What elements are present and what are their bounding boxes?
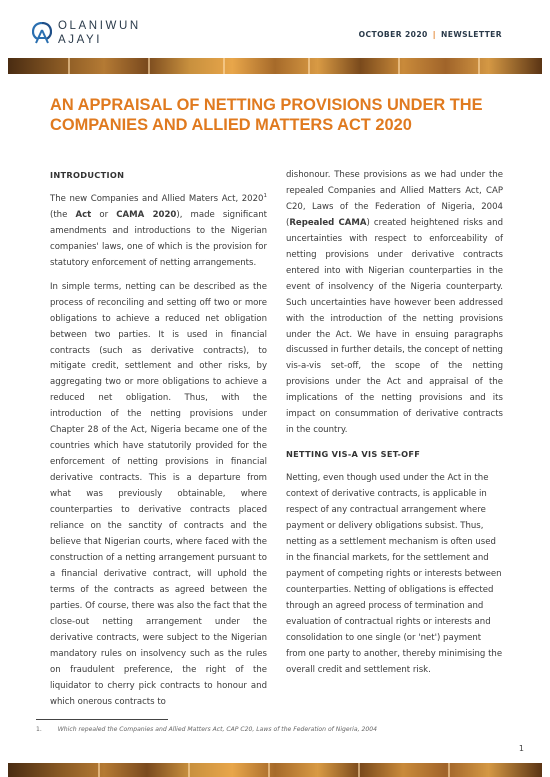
firm-logo-wordmark (58, 19, 141, 47)
section-heading-introduction: INTRODUCTION (50, 170, 125, 180)
firm-logo-icon (32, 22, 52, 44)
intro-paragraph-3: dishonour. These provisions as we had under the repealed Companies and Allied Matters Act, CAP C20, Laws of the Federation of Nigeria, 2004 (Repealed CAMA) created heightened risks and uncertainties with respect to enforceability of netting provisions under derivative contracts entered into with Nigerian counterparties in the event of insolvency of the Nigeria counterparty. Such uncertainties have however been addressed with the introduction of the netting provisions under the Act. We have in ensuing paragraphs discussed in further details, the concept of netting vis-a-vis set-off, the scope of the netting provisions under the Act and appraisal of the implications of the netting provisions and its impact on consummation of derivative contracts in the country. (286, 170, 503, 436)
footnote-divider (36, 719, 168, 720)
logo-line-2: AJAYI (58, 34, 103, 46)
logo-line-1: OLANIWUN (58, 20, 141, 32)
article-title: AN APPRAISAL OF NETTING PROVISIONS UNDER THE COMPANIES AND ALLIED MATTERS ACT 2020 (50, 96, 483, 134)
footnote-number: 1. (36, 726, 42, 733)
top-decorative-banner (8, 58, 542, 74)
right-column (286, 168, 503, 687)
bottom-decorative-banner (8, 763, 542, 777)
issue-type: NEWSLETTER (441, 30, 502, 39)
section-heading-netting: NETTING VIS-A VIS SET-OFF (286, 449, 421, 460)
page-number: 1 (518, 744, 524, 753)
footnote-text: Which repealed the Companies and Allied Matters Act, CAP C20, Laws of the Federation of Nigeria, 2004 (57, 726, 377, 733)
footnote (36, 726, 377, 733)
issue-date: OCTOBER 2020 (358, 30, 428, 39)
footnote-ref: 1 (263, 192, 267, 199)
intro-paragraph-1: The new Companies and Allied Maters Act, 2020$^1$ (the Act or CAMA 2020), made significant amendments and introductions to the Nigerian companies' laws, one of which is the provision for statutory enforcement of netting arrangements. (50, 192, 267, 268)
issue-separator: | (432, 30, 436, 39)
page-header (0, 0, 550, 60)
issue-label (359, 30, 502, 39)
intro-paragraph-2: In simple terms, netting can be described as the process of reconciling and setting off two or more obligations to achieve a reduced net obligation between two parties. It is used in financial contracts (such as derivative contracts), to mitigate credit, settlement and other risks, by aggregating two or more obligations to achieve a reduced net obligation. Thus, with the introduction of the netting provisions under Chapter 28 of the Act, Nigeria became one of the countries which have statutorily provided for the enforcement of netting provisions in financial derivative contracts. This is a departure from what was previously obtainable, where counterparties to derivative contracts placed reliance on the sanctity of contracts and the believe that Nigerian courts, where faced with the construction of a netting arrangement pursuant to a financial derivative contract, will uphold the terms of the contracts as agreed between the parties. Of course, there was also the fact that the close-out netting arrangement under the derivative contracts, were subject to the Nigerian mandatory rules on insolvency such as the rules on fraudulent preference, the right of the liquidator to cherry pick contracts to honour and which onerous contracts to (50, 281, 267, 707)
netting-paragraph: Netting, even though used under the Act in the context of derivative contracts, is applicable in respect of any contractual arrangement where payment or delivery obligations subsist. Thus, netting as a settlement mechanism is often used in the financial markets, for the settlement and payment of competing rights or interests between counterparties. Netting of obligations is effected through an agreed process of termination and evaluation of contractual rights or interests and consolidation to one single (or 'net') payment from one party to another, thereby minimising the overall credit and settlement risk. (286, 473, 503, 675)
left-column (50, 168, 267, 718)
